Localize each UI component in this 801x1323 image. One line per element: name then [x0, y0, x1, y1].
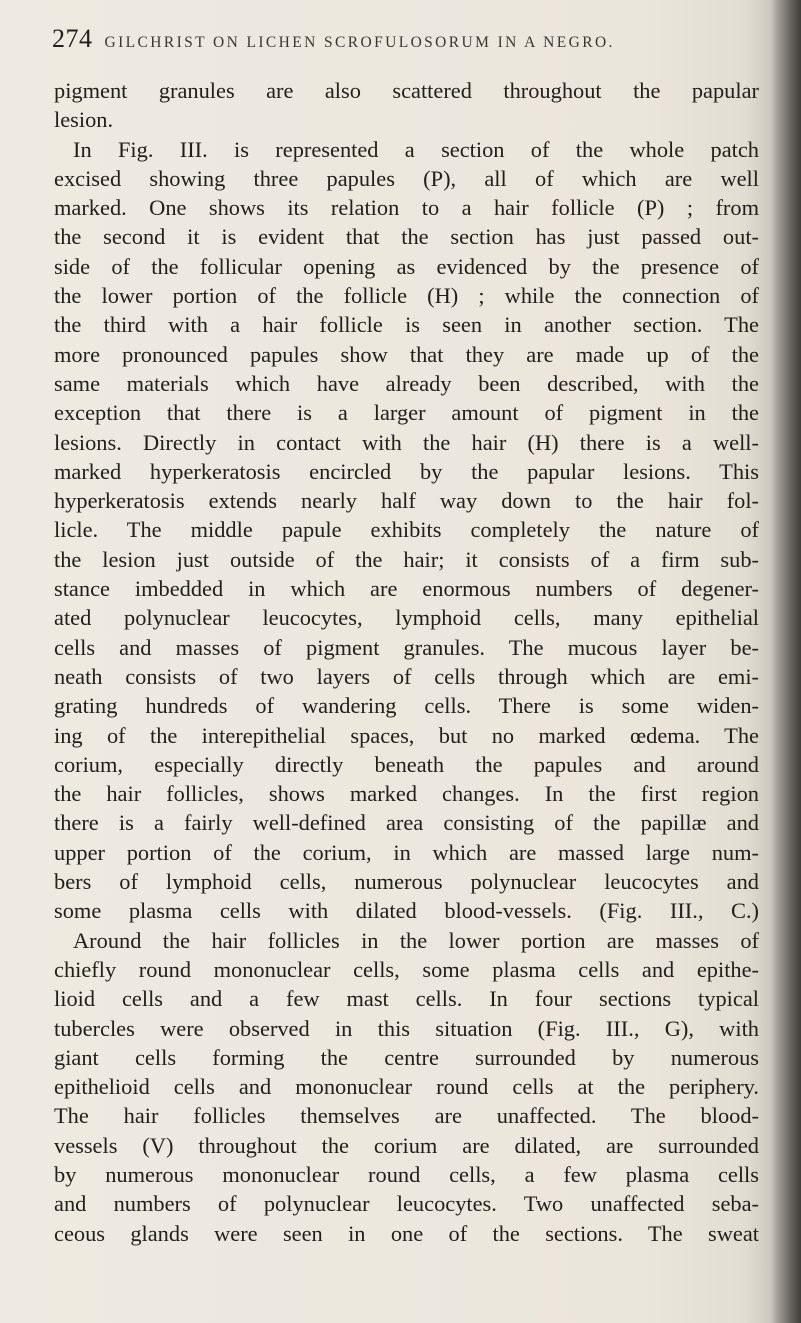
text-line: pigment granules are also scattered throughout the papular: [54, 78, 759, 103]
text-line: epithelioid cells and mononuclear round cells at the periphery.: [54, 1074, 759, 1100]
text-line: bers of lymphoid cells, numerous polynuclear leucocytes and: [54, 869, 759, 895]
body-text: [54, 76, 759, 1248]
text-line: more pronounced papules show that they are made up of the: [54, 341, 759, 367]
text-line: hyperkeratosis extends nearly half way down to the hair fol-: [54, 488, 759, 514]
text-line: tubercles were observed in this situation (Fig. III., G), with: [54, 1015, 759, 1041]
text-line: In Fig. III. is represented a section of the whole patch: [73, 136, 759, 162]
text-line: lesion.: [54, 107, 114, 133]
text-line: and numbers of polynuclear leucocytes. Two unaffected seba-: [54, 1191, 759, 1217]
text-line: same materials which have already been described, with the: [54, 370, 759, 396]
text-line: side of the follicular opening as evidenced by the presence of: [54, 253, 759, 279]
text-line: exception that there is a larger amount of pigment in the: [54, 400, 759, 426]
page-number: 274: [52, 24, 93, 53]
text-line: the lesion just outside of the hair; it consists of a firm sub-: [54, 546, 759, 572]
text-line: cells and masses of pigment granules. The mucous layer be-: [54, 634, 759, 660]
text-line: licle. The middle papule exhibits completely the nature of: [54, 517, 759, 543]
running-title: GILCHRIST ON LICHEN SCROFULOSORUM IN A NEGRO.: [104, 34, 615, 51]
text-line: The hair follicles themselves are unaffected. The blood-: [54, 1103, 759, 1129]
text-line: lesions. Directly in contact with the hair (H) there is a well-: [54, 429, 759, 455]
text-line: the hair follicles, shows marked changes. In the first region: [54, 781, 759, 807]
text-line: by numerous mononuclear round cells, a few plasma cells: [54, 1161, 759, 1187]
page-content: [54, 24, 759, 1248]
text-line: excised showing three papules (P), all of which are well: [54, 165, 759, 191]
text-line: stance imbedded in which are enormous numbers of degener-: [54, 576, 759, 602]
text-line: vessels (V) throughout the corium are dilated, are surrounded: [54, 1132, 759, 1158]
text-line: the lower portion of the follicle (H) ; while the connection of: [54, 283, 759, 309]
text-line: the second it is evident that the section has just passed out-: [54, 224, 759, 250]
text-line: grating hundreds of wandering cells. There is some widen-: [54, 693, 759, 719]
text-line: the third with a hair follicle is seen in another section. The: [54, 312, 759, 338]
book-binding-edge: [771, 0, 801, 1323]
text-line: Around the hair follicles in the lower portion are masses of: [73, 927, 759, 953]
text-line: ated polynuclear leucocytes, lymphoid cells, many epithelial: [54, 605, 759, 631]
text-line: chiefly round mononuclear cells, some plasma cells and epithe-: [54, 956, 759, 982]
text-line: lioid cells and a few mast cells. In four sections typical: [54, 986, 759, 1012]
running-head: [52, 24, 759, 64]
text-line: marked. One shows its relation to a hair follicle (P) ; from: [54, 195, 759, 221]
text-line: there is a fairly well-defined area consisting of the papillæ and: [54, 810, 759, 836]
text-line: marked hyperkeratosis encircled by the papular lesions. This: [54, 458, 759, 484]
text-line: ing of the interepithelial spaces, but no marked œdema. The: [54, 722, 759, 748]
text-line: ceous glands were seen in one of the sections. The sweat: [54, 1220, 759, 1246]
text-line: giant cells forming the centre surrounded by numerous: [54, 1044, 759, 1070]
text-line: some plasma cells with dilated blood-vessels. (Fig. III., C.): [54, 898, 759, 924]
text-line: corium, especially directly beneath the papules and around: [54, 751, 759, 777]
text-line: neath consists of two layers of cells through which are emi-: [54, 663, 759, 689]
text-line: upper portion of the corium, in which are massed large num-: [54, 839, 759, 865]
